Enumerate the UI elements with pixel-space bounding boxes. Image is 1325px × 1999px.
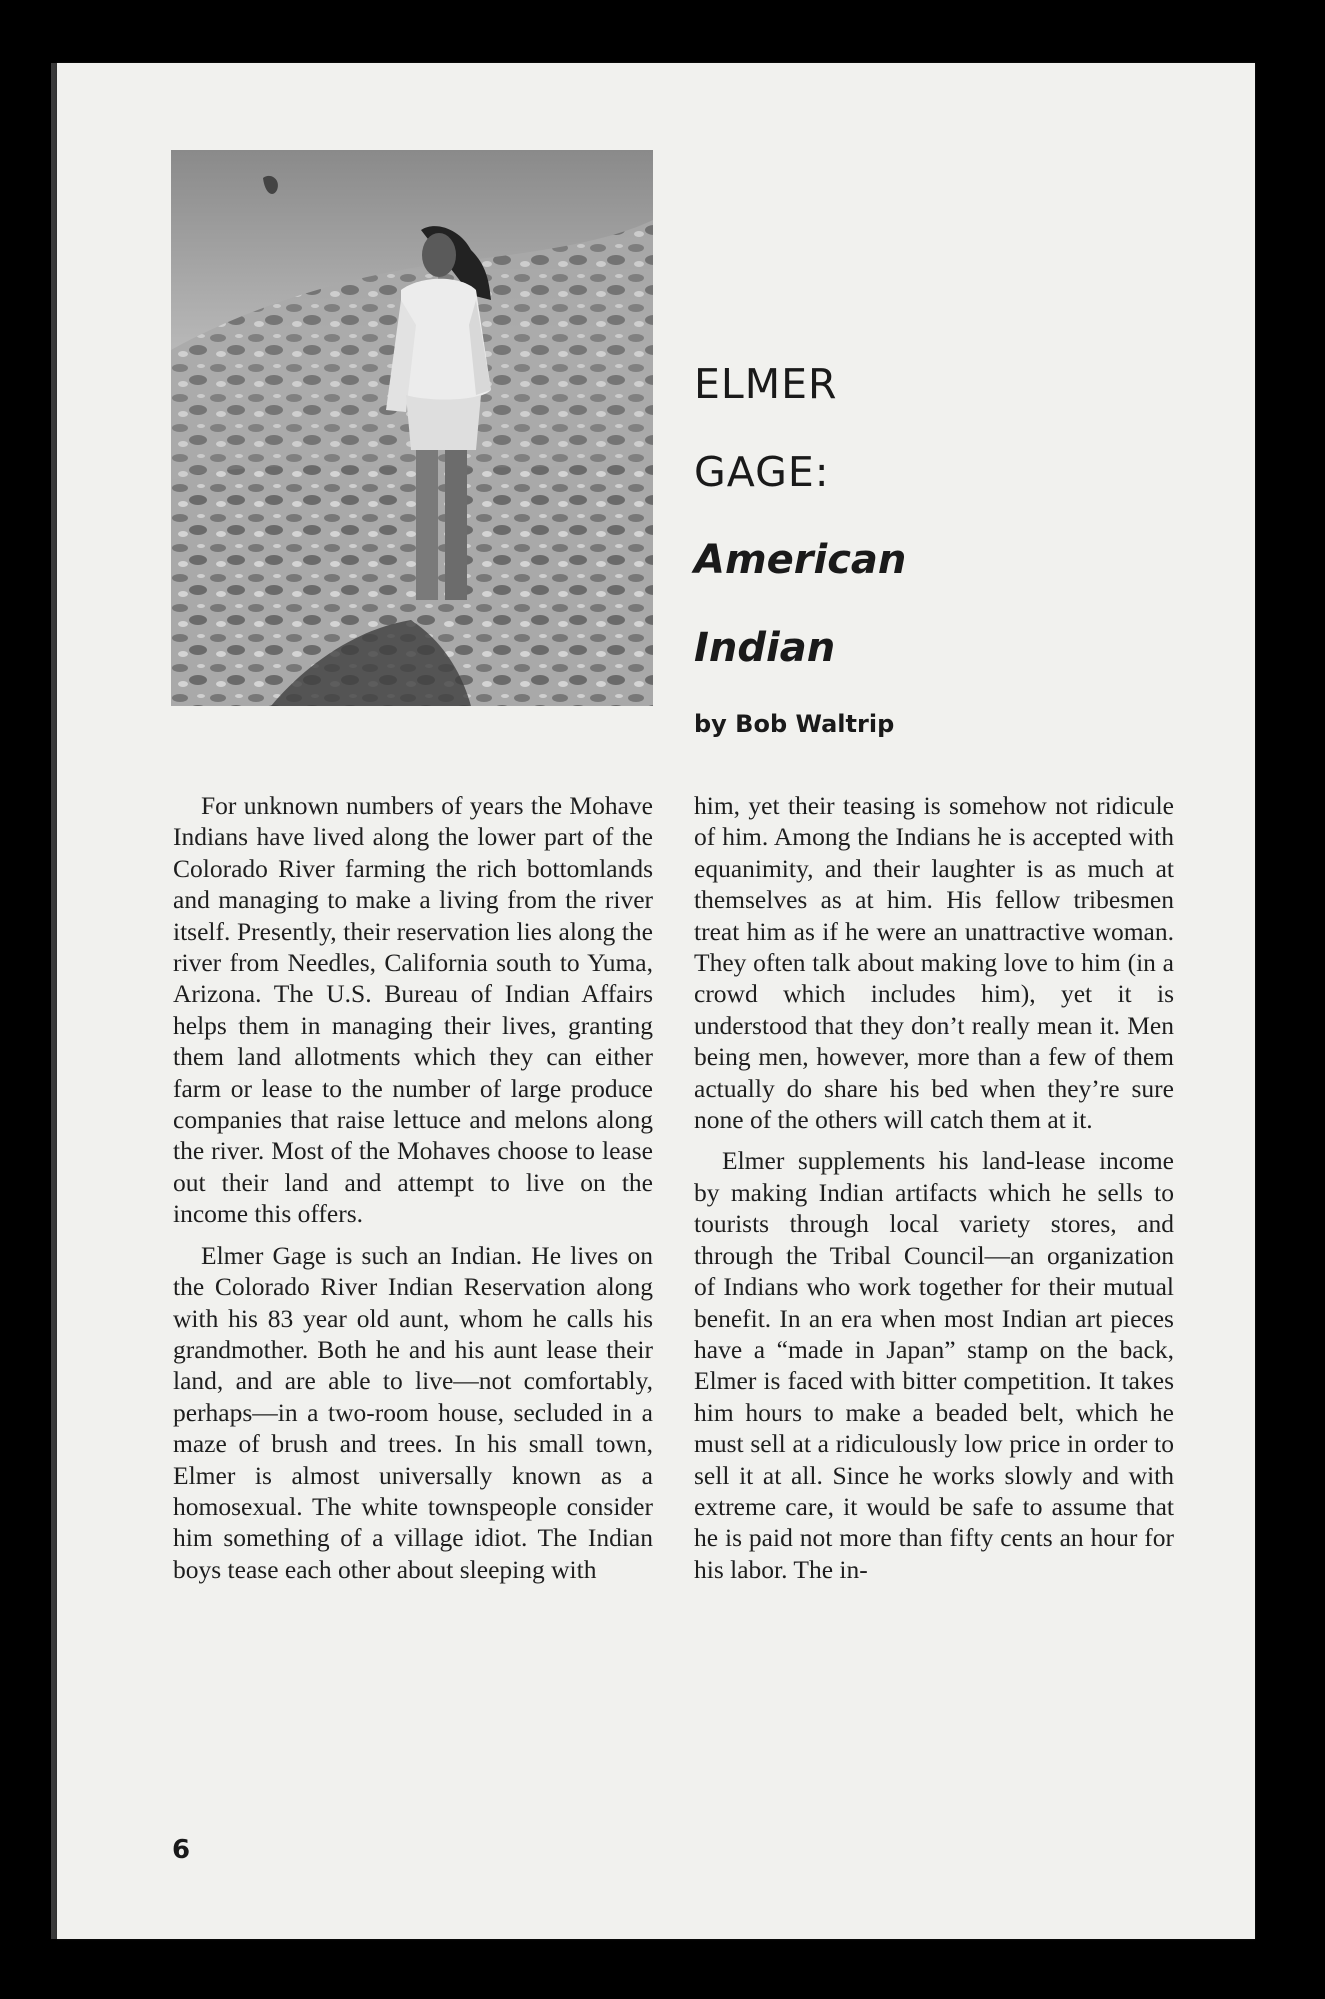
byline: by Bob Waltrip: [694, 710, 895, 738]
article-title-line-1: ELMER: [694, 360, 838, 408]
article-title-block: [694, 340, 1154, 738]
paragraph: For unknown numbers of years the Mohave Indians have lived along the lower part of the Colorado River farming the rich bottomlands and managing to make a living from the river itself. Presently, their reservation lies along the river from Needles, California south to Yuma, Arizona. The U.S. Bureau of Indian Affairs helps them in managing their lives, granting them land allotments which they can either farm or lease to the number of large produce companies that raise lettuce and melons along the river. Most of the Mohaves choose to lease out their land and attempt to live on the income this offers.: [173, 791, 653, 1229]
article-subtitle-line-1: American: [694, 537, 907, 583]
right-text-column: [694, 790, 1174, 1595]
paragraph: Elmer supplements his land-lease income by making Indian artifacts which he sells to tourists through local variety stores, and through the Tribal Council—an organization of Indians who work together for their mutual benefit. In an era when most Indian art pieces have a “made in Japan” stamp on the back, Elmer is faced with bitter competition. It takes him hours to make a beaded belt, which he must sell at a ridiculously low price in order to sell it at all. Since he works slowly and with extreme care, it would be safe to assume that he is paid not more than fifty cents an hour for his labor. The in-: [694, 1146, 1174, 1584]
page-number: 6: [172, 1835, 191, 1865]
article-subtitle-line-2: Indian: [694, 625, 836, 671]
left-text-column: [173, 790, 653, 1595]
paragraph: him, yet their teasing is somehow not ridicule of him. Among the Indians he is accepted with equanimity, and their laughter is as much at themselves as at him. His fellow tribesmen treat him as if he were an unattractive woman. They often talk about making love to him (in a crowd which includes him), yet it is understood that they don’t really mean it. Men being men, however, more than a few of them actually do share his bed when they’re sure none of the others will catch them at it.: [694, 791, 1174, 1135]
photo-man-in-headdress-icon: [171, 150, 653, 706]
article-title-line-2: GAGE:: [694, 448, 830, 496]
article-photo: [171, 150, 653, 706]
paragraph: Elmer Gage is such an Indian. He lives on the Colorado River Indian Reservation along with his 83 year old aunt, whom he calls his grandmother. Both he and his aunt lease their land, and are able to live—not comfortably, perhaps—in a two-room house, secluded in a maze of brush and trees. In his small town, Elmer is almost universally known as a homosexual. The white townspeople consider him something of a village idiot. The Indian boys tease each other about sleeping with: [173, 1240, 653, 1584]
